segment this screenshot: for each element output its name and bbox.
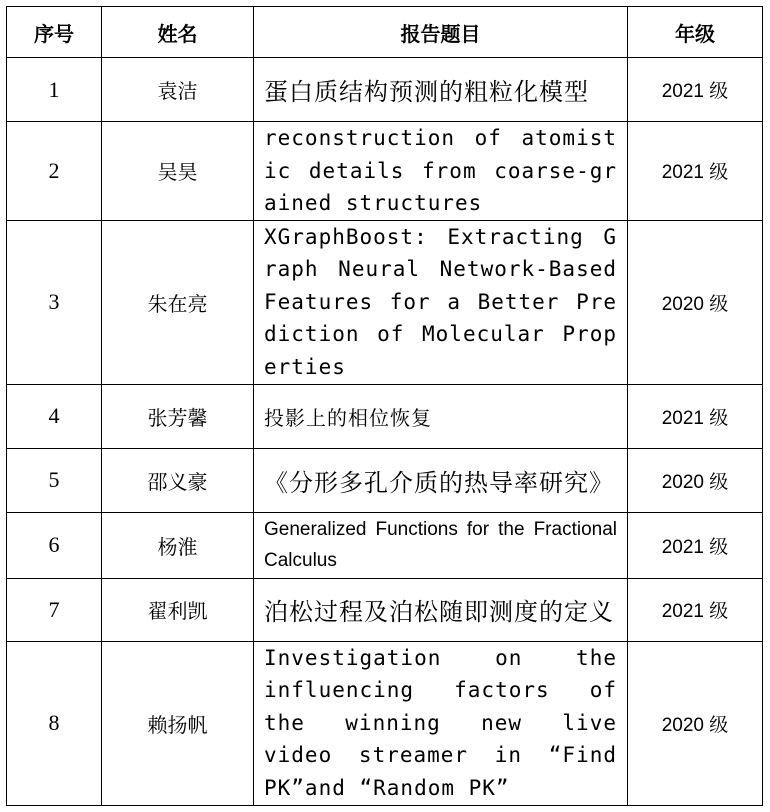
header-index: 序号: [7, 7, 102, 58]
row-name: 邵义豪: [102, 448, 254, 512]
header-grade: 年级: [628, 7, 763, 58]
row-title-cell: [254, 512, 628, 578]
table-row: [7, 512, 763, 578]
row-name: 张芳馨: [102, 384, 254, 448]
row-index: 8: [7, 641, 102, 805]
row-index: 3: [7, 220, 102, 384]
table-row: [7, 578, 763, 641]
row-title: reconstruction of atomistic details from coarse-grained structures: [264, 126, 617, 215]
row-name: 吴昊: [102, 122, 254, 221]
header-row: [7, 7, 763, 58]
header-title: 报告题目: [254, 7, 628, 58]
table-row: [7, 641, 763, 805]
row-name: 朱在亮: [102, 220, 254, 384]
row-grade: 2021 级: [628, 58, 763, 122]
row-index: 6: [7, 512, 102, 578]
row-index: 1: [7, 58, 102, 122]
row-grade: 2021 级: [628, 384, 763, 448]
row-name: 袁洁: [102, 58, 254, 122]
row-title: 《分形多孔介质的热导率研究》: [254, 448, 628, 512]
row-grade: 2020 级: [628, 448, 763, 512]
row-grade: 2020 级: [628, 220, 763, 384]
row-title: 蛋白质结构预测的粗粒化模型: [254, 58, 628, 122]
row-grade: 2020 级: [628, 641, 763, 805]
row-title: 投影上的相位恢复: [254, 384, 628, 448]
row-name: 翟利凯: [102, 578, 254, 641]
table-row: [7, 384, 763, 448]
row-title-cell: [254, 220, 628, 384]
table-row: [7, 58, 763, 122]
row-title-cell: [254, 641, 628, 805]
table-row: [7, 220, 763, 384]
table-row: [7, 448, 763, 512]
row-title: XGraphBoost: Extracting Graph Neural Network-Based Features for a Better Prediction of Molecular Properties: [264, 224, 617, 379]
row-grade: 2021 级: [628, 578, 763, 641]
row-title: Investigation on the influencing factors of the winning new live video streamer in “Find PK”and “Random PK”: [264, 645, 617, 800]
row-grade: 2021 级: [628, 122, 763, 221]
row-index: 4: [7, 384, 102, 448]
row-index: 5: [7, 448, 102, 512]
row-name: 赖扬帆: [102, 641, 254, 805]
table-row: [7, 122, 763, 221]
report-schedule-table: [6, 6, 763, 806]
row-index: 7: [7, 578, 102, 641]
row-name: 杨淮: [102, 512, 254, 578]
row-index: 2: [7, 122, 102, 221]
row-title: Generalized Functions for the Fractional Calculus: [264, 519, 617, 571]
header-name: 姓名: [102, 7, 254, 58]
row-title: 泊松过程及泊松随即测度的定义: [254, 578, 628, 641]
row-title-cell: [254, 122, 628, 221]
row-grade: 2021 级: [628, 512, 763, 578]
